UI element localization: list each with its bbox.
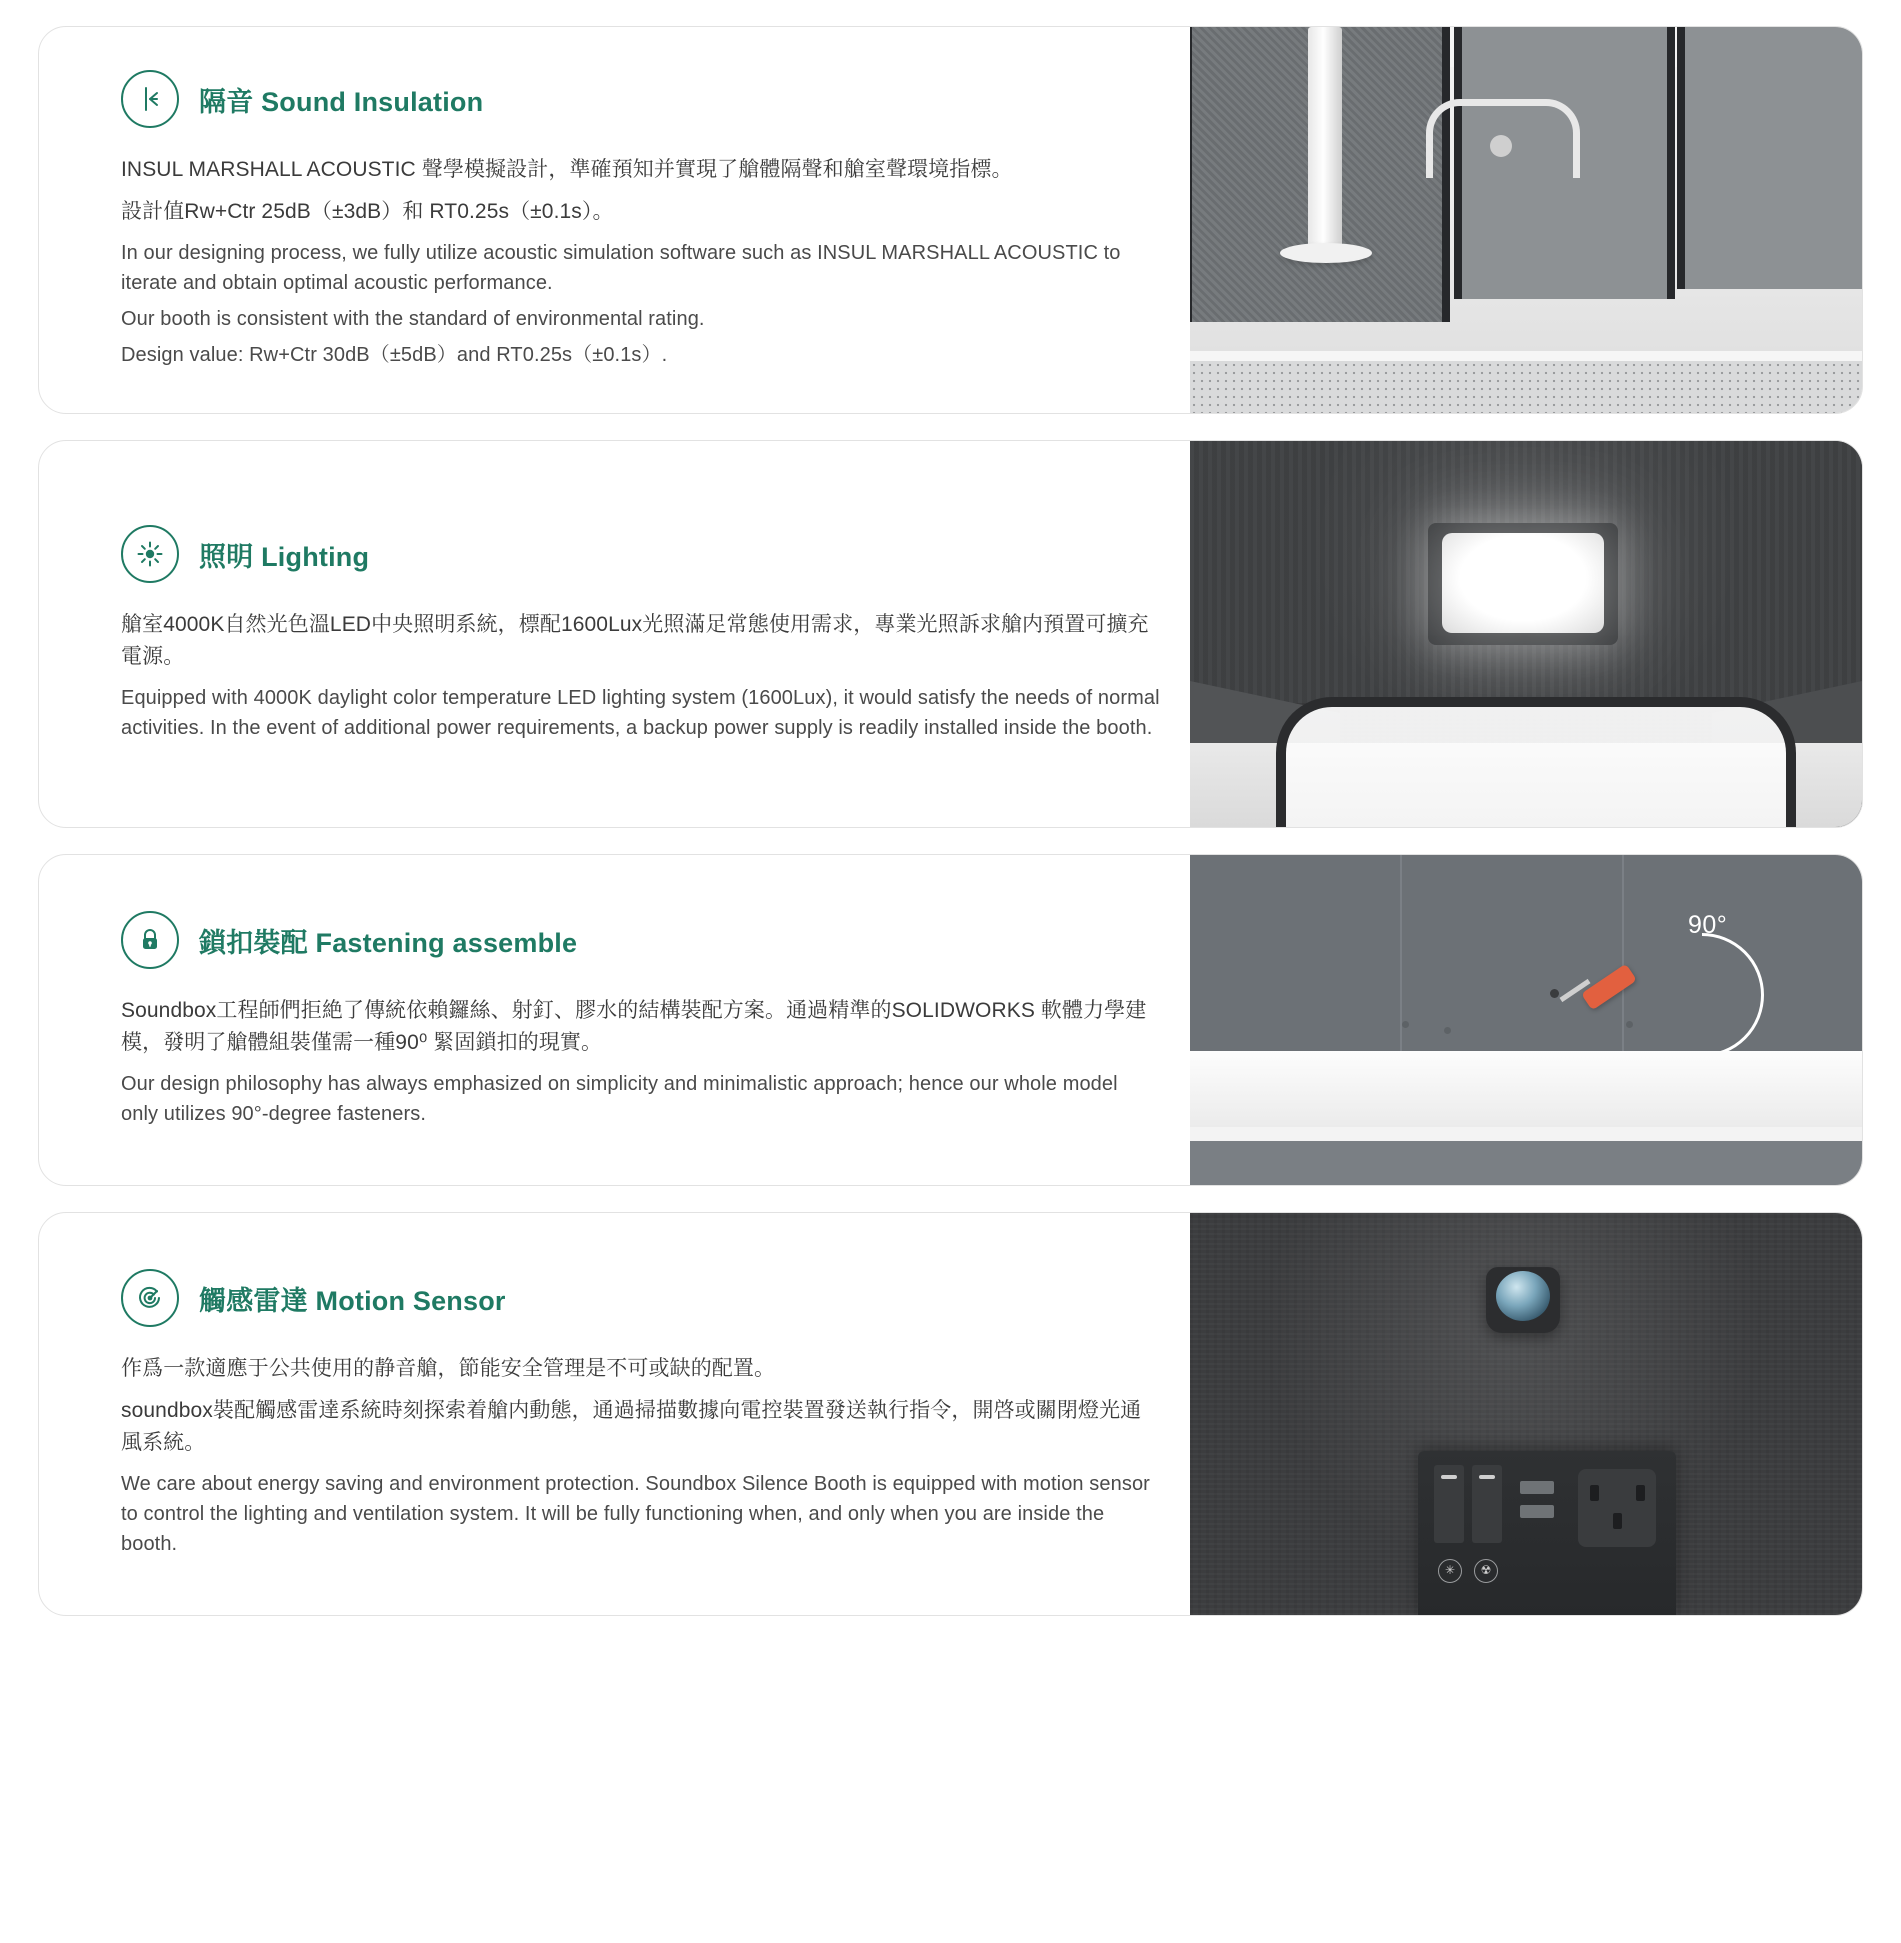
card-text-block <box>39 27 1190 413</box>
fastener-tool-90-degree-photo <box>1190 855 1862 1185</box>
feature-card-lighting <box>38 440 1863 828</box>
paragraph-zh: 設計值Rw+Ctr 25dB（±3dB）和 RT0.25s（±0.1s）。 <box>121 200 614 223</box>
motion-sensor-icon <box>121 1269 179 1327</box>
card-text-block <box>39 1213 1190 1615</box>
lighting-icon <box>121 525 179 583</box>
card-title: 隔音 Sound Insulation <box>199 86 484 117</box>
lock-icon <box>121 911 179 969</box>
card-header <box>121 525 1160 583</box>
card-media <box>1190 27 1862 413</box>
card-media <box>1190 441 1862 827</box>
sound-insulation-icon <box>121 70 179 128</box>
card-text-block <box>39 441 1190 827</box>
card-media <box>1190 855 1862 1185</box>
paragraph-zh: INSUL MARSHALL ACOUSTIC 聲學模擬設計，準確預知并實現了艙體隔聲和艙室聲環境指標。 <box>121 158 1013 182</box>
booth-interior-acoustic-panels-photo <box>1190 27 1862 413</box>
card-title: 照明 Lighting <box>199 541 370 572</box>
paragraph-en: Our design philosophy has always emphasized on simplicity and minimalistic approach; hence our whole model only utilizes 90°-degree fasteners. <box>121 1072 1118 1125</box>
paragraph-en: Equipped with 4000K daylight color temperature LED lighting system (1600Lux), it would satisfy the needs of normal activities. In the event of additional power requirements, a backup power supply is readily installed inside the booth. <box>121 686 1160 739</box>
card-header <box>121 911 1160 969</box>
paragraph-zh: Soundbox工程師們拒絶了傳統依賴鑼絲、射釘、膠水的結構裝配方案。通過精準的SOLIDWORKS 軟體力學建模，發明了艙體組裝僅需一種90⁰ 緊固鎖扣的現實。 <box>121 999 1147 1054</box>
paragraph-zh: 艙室4000K自然光色溫LED中央照明系統，標配1600Lux光照滿足常態使用需求，專業光照訴求艙内預置可擴充電源。 <box>121 613 1149 668</box>
paragraph-zh: 作爲一款適應于公共使用的静音艙，節能安全管理是不可或缺的配置。 <box>121 1357 776 1381</box>
ceiling-led-panel-photo <box>1190 441 1862 827</box>
paragraph-en: Design value: Rw+Ctr 30dB（±5dB）and RT0.25s（±0.1s）. <box>121 343 668 366</box>
card-header <box>121 70 1160 128</box>
feature-card-fastening-assemble <box>38 854 1863 1186</box>
card-title: 觸感雷達 Motion Sensor <box>199 1285 506 1316</box>
angle-annotation: 90° <box>1688 911 1728 939</box>
motion-sensor-and-power-outlet-photo: ✳ ☢ <box>1190 1213 1862 1615</box>
paragraph-en: In our designing process, we fully utilize acoustic simulation software such as INSUL MARSHALL ACOUSTIC to iterate and obtain optimal acoustic performance. <box>121 241 1121 294</box>
card-text-block <box>39 855 1190 1185</box>
paragraph-en: Our booth is consistent with the standard of environmental rating. <box>121 307 705 330</box>
card-title: 鎖扣裝配 Fastening assemble <box>199 927 578 958</box>
paragraph-en: We care about energy saving and environment protection. Soundbox Silence Booth is equipped with motion sensor to control the lighting and ventilation system. It will be fully functioning when, and only when you are inside the booth. <box>121 1472 1150 1555</box>
feature-card-sound-insulation <box>38 26 1863 414</box>
card-header <box>121 1269 1160 1327</box>
card-media <box>1190 1213 1862 1615</box>
paragraph-zh: soundbox裝配觸感雷達系統時刻探索着艙内動態，通過掃描數據向電控裝置發送執行指令，開啓或關閉燈光通風系統。 <box>121 1399 1142 1454</box>
feature-card-motion-sensor <box>38 1212 1863 1616</box>
